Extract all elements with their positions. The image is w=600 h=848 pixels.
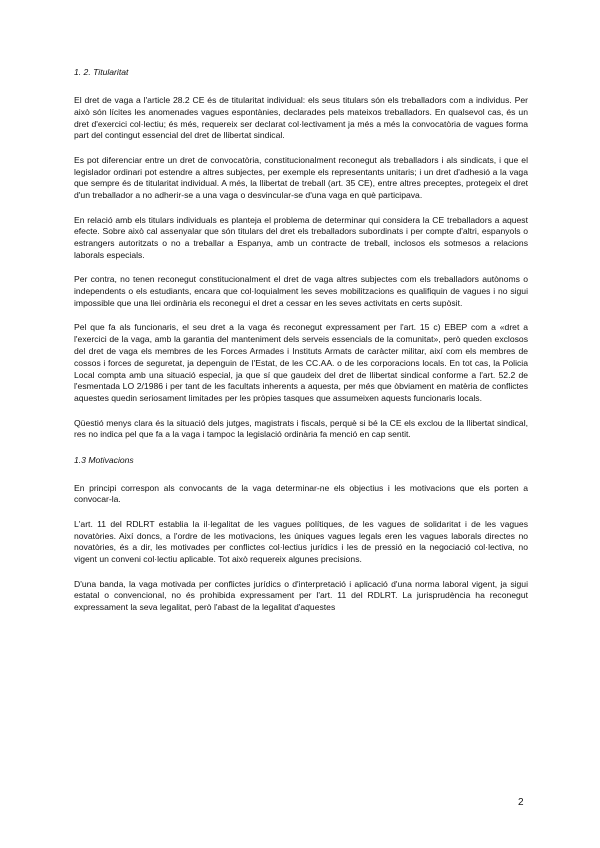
paragraph: En principi correspon als convocants de la vaga determinar-ne els objectius i les motivacions que els porten a convocar-la. <box>74 482 528 505</box>
paragraph: Es pot diferenciar entre un dret de convocatòria, constitucionalment reconegut als treballadors i als sindicats, i que el legislador ordinari pot estendre a altres subjectes, per exemple els representants unitaris; i un dret d'adhesió a la vaga que sempre és de titularitat individual. A més, la llibertat de treball (art. 35 CE), entre altres preceptes, protegeix el dret d'un treballador a no adherir-se a una vaga o desvincular-se d'una vaga en què participava. <box>74 154 528 201</box>
paragraph: El dret de vaga a l'article 28.2 CE és de titularitat individual: els seus titulars són els treballadors com a individus. Per això són lícites les anomenades vagues espontànies, declarades pels mateixos treballadors. En qualsevol cas, és un dret d'exercici col·lectiu; és més, requereix ser declarat col·lectivament ja més a més la convocatòria de vagues forma part del contingut essencial del dret de llibertat sindical. <box>74 95 528 141</box>
paragraph: Per contra, no tenen reconegut constitucionalment el dret de vaga altres subjectes com els treballadors autònoms o independents o els estudiants, encara que col·loquialment les seves mobilitzacions es qualifiquin de vagues i no sigui impossible que una llei ordinària els reconegui el dret a cessar en les seves activitats en certs supòsit. <box>74 274 528 308</box>
section-heading-titularitat: 1. 2. Titularitat <box>74 67 129 77</box>
page-number: 2 <box>518 797 524 808</box>
section-heading-motivacions: 1.3 Motivacions <box>74 454 134 465</box>
paragraph: L'art. 11 del RDLRT establia la il·legalitat de les vagues polítiques, de les vagues de solidaritat i de les vagues novatòries. Així doncs, a l'ordre de les motivacions, les úniques vagues legals eren les vagues laborals directes no novatòries, és a dir, les motivades per conflictes col·lectius jurídics i les de pressió en la negociació col·lectiva, no vigent un conveni col·lectiu aplicable. Tot això requereix algunes precisions. <box>74 518 528 565</box>
paragraph: D'una banda, la vaga motivada per conflictes jurídics o d'interpretació i aplicació d'una norma laboral vigent, ja sigui estatal o convencional, no és prohibida expressament per l'art. 11 del RDLRT. La jurisprudència ha reconegut expressament la seva legalitat, però l'abast de la legalitat d'aquestes <box>74 578 528 613</box>
page-content <box>74 66 528 627</box>
paragraph: Qüestió menys clara és la situació dels jutges, magistrats i fiscals, perquè si bé la CE els exclou de la llibertat sindical, res no indica pel que fa a la vaga i tampoc la legislació ordinària fa menció en cap sentit. <box>74 417 528 440</box>
paragraph: En relació amb els titulars individuals es planteja el problema de determinar qui considera la CE treballadors a aquest efecte. Sobre això cal assenyalar que són titulars del dret els treballadors subordinats i per compte d'altri, espanyols o estrangers autoritzats o no a treballar a Espanya, amb un contracte de treball, inclosos els sotmesos a relacions laborals especials. <box>74 214 528 260</box>
paragraph: Pel que fa als funcionaris, el seu dret a la vaga és reconegut expressament per l'art. 15 c) EBEP com a «dret a l'exercici de la vaga, amb la garantia del manteniment dels serveis essencials de la comunitat», però queden exclosos del dret de vaga els membres de les Forces Armades i Instituts Armats de caràcter militar, així com els membres de cossos i forces de seguretat, ja depenguin de l'Estat, de les CC.AA. o de les corporacions locals. En tot cas, la Policia Local compta amb una situació especial, ja que sí que gaudeix del dret de llibertat sindical conforme a l'art. 52.2 de l'esmentada LO 2/1986 i per tant de les facultats inherents a aquesta, per més que òbviament en matèria de conflictes aquestes quedin seriosament limitades per les pròpies tasques que assumeixen aquests funcionaris locals. <box>74 322 528 404</box>
